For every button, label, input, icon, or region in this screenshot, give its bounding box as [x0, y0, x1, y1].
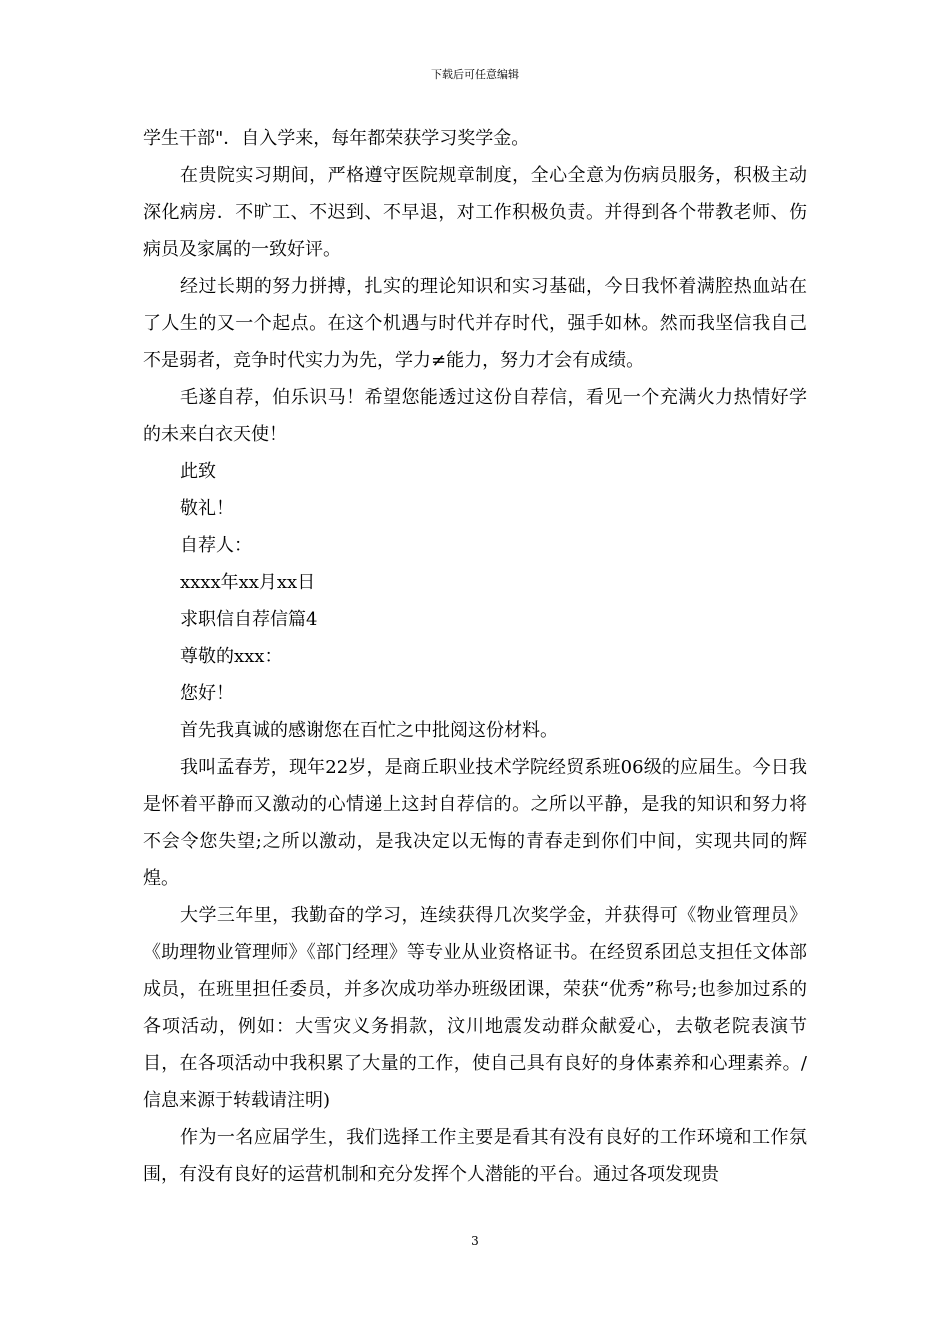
paragraph: 在贵院实习期间，严格遵守医院规章制度，全心全意为伤病员服务，积极主动深化病房．不旷工、不迟到、不早退，对工作积极负责。并得到各个带教老师、伤病员及家属的一致好评。 — [143, 165, 807, 260]
paragraph: 学生干部"．自入学来，每年都荣获学习奖学金。 — [143, 128, 530, 149]
paragraph: 作为一名应届学生，我们选择工作主要是看其有没有良好的工作环境和工作氛围，有没有良好的运营机制和充分发挥个人潜能的平台。通过各项发现贵 — [143, 1127, 807, 1185]
signature-label: 自荐人： — [180, 535, 252, 556]
page-number: 3 — [471, 1234, 479, 1248]
document-body — [143, 120, 807, 1193]
page-header: 下载后可任意编辑 — [431, 68, 519, 81]
paragraph: 大学三年里，我勤奋的学习，连续获得几次奖学金，并获得可《物业管理员》《助理物业管理师》《部门经理》等专业从业资格证书。在经贸系团总支担任文体部成员，在班里担任委员，并多次成功举办班级团课，荣获“优秀”称号;也参加过系的各项活动，例如：大雪灾义务捐款，汶川地震发动群众献爱心，去敬老院表演节目，在各项活动中我积累了大量的工作，使自己具有良好的身体素养和心理素养。/信息来源于转载请注明) — [143, 905, 807, 1111]
paragraph: 首先我真诚的感谢您在百忙之中批阅这份材料。 — [180, 720, 558, 741]
paragraph: 我叫孟春芳，现年22岁，是商丘职业技术学院经贸系班06级的应届生。今日我是怀着平静而又激动的心情递上这封自荐信的。之所以平静，是我的知识和努力将不会令您失望;之所以激动，是我决定以无悔的青春走到你们中间，实现共同的辉煌。 — [143, 757, 807, 889]
salutation: 尊敬的xxx： — [180, 646, 283, 667]
section-title: 求职信自荐信篇4 — [180, 609, 318, 630]
date-line: xxxx年xx月xx日 — [180, 572, 316, 593]
paragraph: 经过长期的努力拼搏，扎实的理论知识和实习基础，今日我怀着满腔热血站在了人生的又一个起点。在这个机遇与时代并存时代，强手如林。然而我坚信我自己不是弱者，竞争时代实力为先，学力≠能力，努力才会有成绩。 — [143, 276, 807, 371]
paragraph: 毛遂自荐，伯乐识马！希望您能透过这份自荐信，看见一个充满火力热情好学的未来白衣天使！ — [143, 387, 807, 445]
greeting: 您好！ — [180, 683, 234, 704]
closing-line: 敬礼！ — [180, 498, 234, 519]
closing-line: 此致 — [180, 461, 216, 482]
